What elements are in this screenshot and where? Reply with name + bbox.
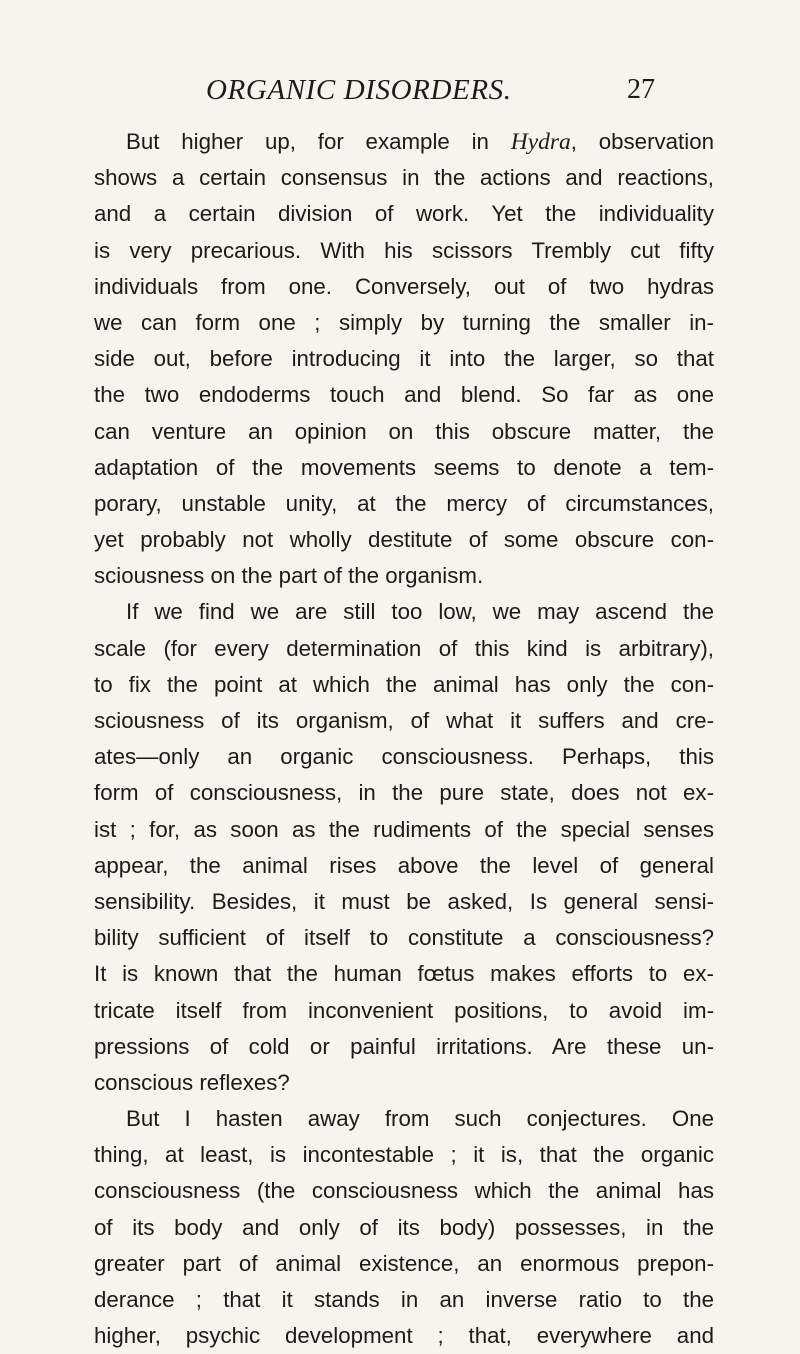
text-line: to fix the point at which the animal has only the con- <box>94 671 714 697</box>
chapter-title: ORGANIC DISORDERS. <box>206 74 512 106</box>
text-line: side out, before introducing it into the larger, so that <box>94 346 714 372</box>
text-line: and a certain division of work. Yet the individuality <box>94 201 714 227</box>
page-number: 27 <box>627 74 655 105</box>
text-line: ates—only an organic consciousness. Perhaps, this <box>94 744 714 770</box>
text-line: It is known that the human fœtus makes efforts to ex- <box>94 961 714 987</box>
text-line: conscious reflexes? <box>94 1069 290 1095</box>
text-line: sciousness on the part of the organism. <box>94 563 484 589</box>
text-line: consciousness (the consciousness which the animal has <box>94 1178 714 1204</box>
running-head <box>0 70 800 110</box>
text-line: shows a certain consensus in the actions and reactions, <box>94 165 714 191</box>
text-line: individuals from one. Conversely, out of two hydras <box>94 273 714 299</box>
text-line: bility sufficient of itself to constitute a consciousness? <box>94 925 714 951</box>
text-line: tricate itself from inconvenient positions, to avoid im- <box>94 997 714 1023</box>
text-line: But higher up, for example in Hydra, observation <box>126 129 715 155</box>
text-line: greater part of animal existence, an enormous prepon- <box>94 1250 714 1276</box>
text-line: sciousness of its organism, of what it suffers and cre- <box>94 708 714 733</box>
text-line: the two endoderms touch and blend. So far as one <box>94 382 714 408</box>
text-line: porary, unstable unity, at the mercy of circumstances, <box>94 490 714 516</box>
text-line: we can form one ; simply by turning the smaller in- <box>94 309 714 335</box>
text-line: is very precarious. With his scissors Trembly cut fifty <box>94 237 714 263</box>
text-line: thing, at least, is incontestable ; it is, that the organic <box>94 1142 714 1168</box>
italic-term: Hydra <box>510 129 571 155</box>
text-line: ist ; for, as soon as the rudiments of the special senses <box>94 816 714 842</box>
text-line: yet probably not wholly destitute of some obscure con- <box>94 527 714 553</box>
text-line: form of consciousness, in the pure state, does not ex- <box>94 780 714 806</box>
text-line: appear, the animal rises above the level of general <box>94 852 714 878</box>
text-line: sensibility. Besides, it must be asked, Is general sensi- <box>94 888 714 914</box>
text-line: But I hasten away from such conjectures. One <box>126 1106 714 1132</box>
text-line: of its body and only of its body) possesses, in the <box>94 1214 714 1240</box>
text-line: higher, psychic development ; that, everywhere and <box>94 1323 714 1349</box>
text-line: pressions of cold or painful irritations. Are these un- <box>94 1033 714 1059</box>
text-line: scale (for every determination of this kind is arbitrary), <box>94 635 714 661</box>
text-line: can venture an opinion on this obscure matter, the <box>94 418 714 444</box>
text-line: derance ; that it stands in an inverse ratio to the <box>94 1287 714 1312</box>
text-line: adaptation of the movements seems to denote a tem- <box>94 454 714 480</box>
text-line: If we find we are still too low, we may ascend the <box>126 599 714 625</box>
body-text <box>94 124 714 1354</box>
